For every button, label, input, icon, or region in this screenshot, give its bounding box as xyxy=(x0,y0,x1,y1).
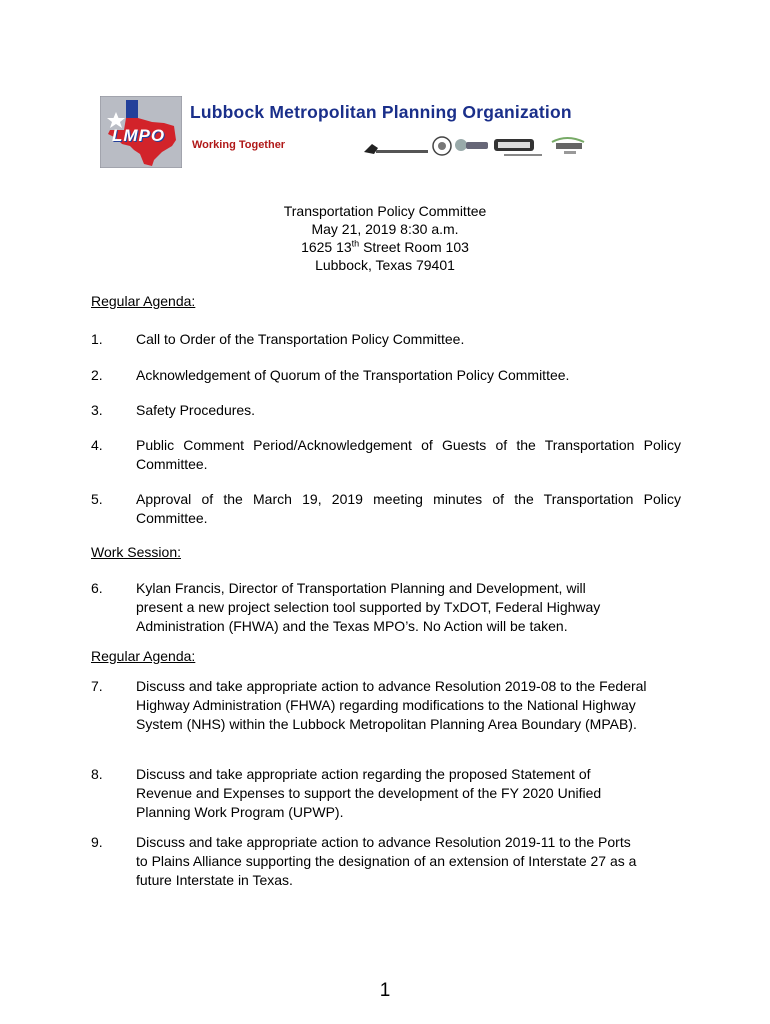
lubbock-logo xyxy=(455,139,488,151)
section-regular-agenda-2: Regular Agenda: xyxy=(91,648,196,664)
org-title: Lubbock Metropolitan Planning Organization xyxy=(190,102,572,122)
meeting-info xyxy=(0,202,770,274)
logo-text: LMPO xyxy=(112,126,166,145)
city-seal-logo xyxy=(433,137,451,155)
committee-name: Transportation Policy Committee xyxy=(283,203,487,219)
meeting-address: 1625 13th Street Room 103 xyxy=(301,238,469,255)
tagline: Working Together xyxy=(192,139,286,151)
section-work-session: Work Session: xyxy=(91,544,181,560)
page-number: 1 xyxy=(379,980,391,1001)
txdot-logo xyxy=(364,144,428,154)
agenda-page: LMPO Lubbock Metropolitan Planning Organization Working Together Transportation Policy Committee May 21, 2019 8:30 a.m. 1625 13th Street Room 103 Lubbock, Texas 79401 Regular Agenda: 1. Call to Order of the Transportation Policy Committee. 2. Acknowledgement of Quorum of the Transportation Policy Committee. 3. Safety Procedures. 4. Public Comment Period/Acknowledgement of Guests of the Transportation Policy Committee. 5. Approval of the March 19, 2019 meeting minutes of the Transportation Policy Committee. Work Session: 6. Kylan Francis, Director of Transportation Planning and Development, will present a new project selection tool supported by TxDOT, Federal Highway Administration (FHWA) and the Texas MPO’s. No Action will be taken. Regular Agenda: 7. Discuss and take appropriate action to advance Resolution 2019-08 to the Federal Highway Administration (FHWA) regarding modifications to the National Highway System (NHS) within the Lubbock Metropolitan Planning Area Boundary (MPAB). 8. Discuss and take appropriate action regarding the proposed Statement of Revenue and Expenses to support the development of the FY 2020 Unified Planning Work Program (UPWP). 9. Discuss and take appropriate action to advance Resolution 2019-11 to the Ports to Plains Alliance supporting the designation of an extension of Interstate 27 as a future Interstate in Texas. 1 xyxy=(0,0,770,1024)
meeting-datetime: May 21, 2019 8:30 a.m. xyxy=(311,221,459,237)
citibus-logo xyxy=(494,139,542,156)
county-logo xyxy=(552,138,584,154)
partner-logos xyxy=(362,132,594,162)
meeting-city: Lubbock, Texas 79401 xyxy=(315,257,455,273)
section-regular-agenda: Regular Agenda: xyxy=(91,293,196,309)
